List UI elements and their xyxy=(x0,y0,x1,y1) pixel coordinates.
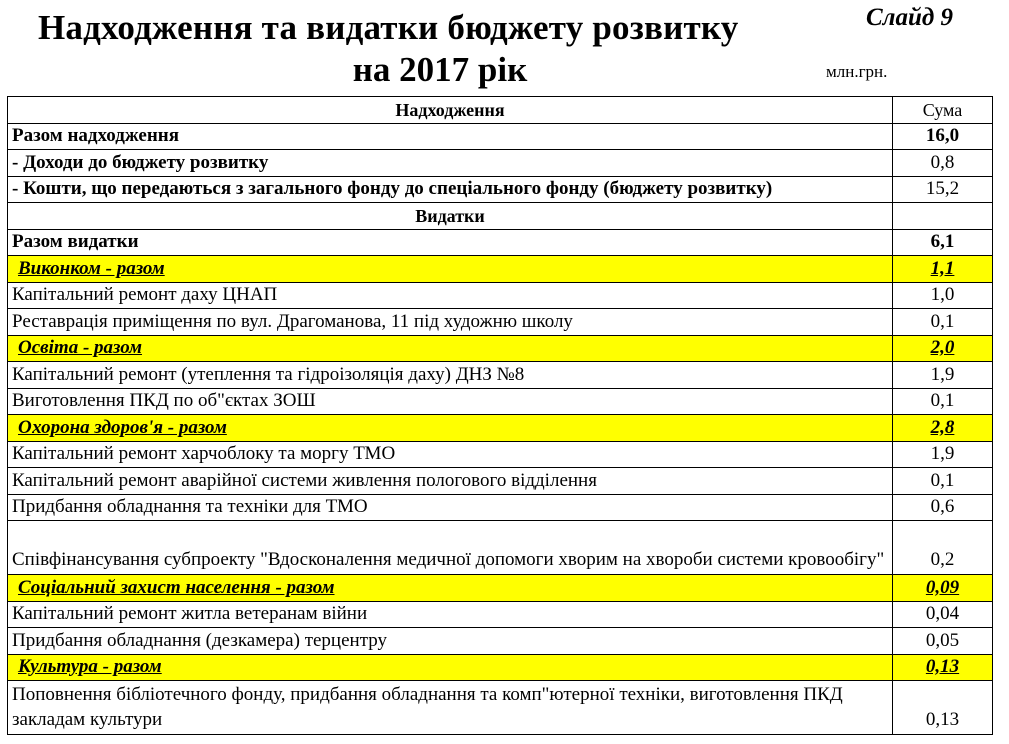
item-value: 0,6 xyxy=(893,494,993,521)
income-total-value: 16,0 xyxy=(893,123,993,150)
expenses-header: Видатки xyxy=(8,203,893,230)
table-row xyxy=(8,388,993,415)
budget-table xyxy=(7,96,993,735)
table-row xyxy=(8,494,993,521)
item-label: Капітальний ремонт даху ЦНАП xyxy=(8,282,893,309)
table-row xyxy=(8,441,993,468)
item-value: 0,1 xyxy=(893,309,993,336)
item-label: Капітальний ремонт аварійної системи живлення пологового відділення xyxy=(8,468,893,495)
section-row-culture xyxy=(8,654,993,681)
item-label: Виготовлення ПКД по об"єктах ЗОШ xyxy=(8,388,893,415)
section-label: Виконком - разом xyxy=(8,256,893,283)
slide-number-label: Слайд 9 xyxy=(866,4,954,31)
income-item-value: 15,2 xyxy=(893,176,993,203)
table-row xyxy=(8,362,993,389)
income-item-row xyxy=(8,150,993,177)
expenses-header-empty xyxy=(893,203,993,230)
item-label: Капітальний ремонт харчоблоку та моргу ТМО xyxy=(8,441,893,468)
item-label: Придбання обладнання (дезкамера) терцентру xyxy=(8,628,893,655)
item-label: Капітальний ремонт житла ветеранам війни xyxy=(8,601,893,628)
section-value: 0,09 xyxy=(893,575,993,602)
section-value: 0,13 xyxy=(893,654,993,681)
table-row xyxy=(8,628,993,655)
item-value: 0,2 xyxy=(893,521,993,575)
section-row-education xyxy=(8,335,993,362)
section-row-social xyxy=(8,575,993,602)
income-column-header: Надходження xyxy=(8,97,893,124)
income-total-label: Разом надходження xyxy=(8,123,893,150)
section-row-executive xyxy=(8,256,993,283)
section-label: Соціальний захист населення - разом xyxy=(8,575,893,602)
item-label: Придбання обладнання та техніки для ТМО xyxy=(8,494,893,521)
item-value: 0,1 xyxy=(893,388,993,415)
page-title-line1: Надходження та видатки бюджету розвитку xyxy=(38,8,739,47)
item-value: 1,9 xyxy=(893,362,993,389)
table-row xyxy=(8,681,993,735)
expenses-total-row xyxy=(8,229,993,256)
section-label: Освіта - разом xyxy=(8,335,893,362)
expenses-total-label: Разом видатки xyxy=(8,229,893,256)
income-item-value: 0,8 xyxy=(893,150,993,177)
section-value: 2,0 xyxy=(893,335,993,362)
units-label: млн.грн. xyxy=(826,62,888,81)
section-value: 2,8 xyxy=(893,415,993,442)
section-label: Культура - разом xyxy=(8,654,893,681)
item-label: Поповнення бібліотечного фонду, придбання обладнання та комп"ютерної техніки, виготовлення ПКД закладам культури xyxy=(8,681,893,735)
item-label: Співфінансування субпроекту "Вдосконалення медичної допомоги хворим на хвороби системи кровообігу" xyxy=(8,521,893,575)
item-value: 0,05 xyxy=(893,628,993,655)
item-label: Реставрація приміщення по вул. Драгоманова, 11 під художню школу xyxy=(8,309,893,336)
table-row xyxy=(8,468,993,495)
income-item-label: - Доходи до бюджету розвитку xyxy=(8,150,893,177)
section-row-healthcare xyxy=(8,415,993,442)
page-title-line2: на 2017 рік xyxy=(352,50,528,89)
income-item-row xyxy=(8,176,993,203)
section-value: 1,1 xyxy=(893,256,993,283)
item-value: 0,1 xyxy=(893,468,993,495)
table-row xyxy=(8,282,993,309)
expenses-total-value: 6,1 xyxy=(893,229,993,256)
income-total-row xyxy=(8,123,993,150)
item-label: Капітальний ремонт (утеплення та гідроізоляція даху) ДНЗ №8 xyxy=(8,362,893,389)
section-label: Охорона здоров'я - разом xyxy=(8,415,893,442)
item-value: 0,04 xyxy=(893,601,993,628)
income-item-label: - Кошти, що передаються з загального фонду до спеціального фонду (бюджету розвитку) xyxy=(8,176,893,203)
table-row xyxy=(8,521,993,575)
table-row xyxy=(8,309,993,336)
expenses-header-row xyxy=(8,203,993,230)
table-row xyxy=(8,601,993,628)
sum-column-header: Сума xyxy=(893,97,993,124)
item-value: 1,9 xyxy=(893,441,993,468)
item-value: 1,0 xyxy=(893,282,993,309)
table-header-row xyxy=(8,97,993,124)
item-value: 0,13 xyxy=(893,681,993,735)
